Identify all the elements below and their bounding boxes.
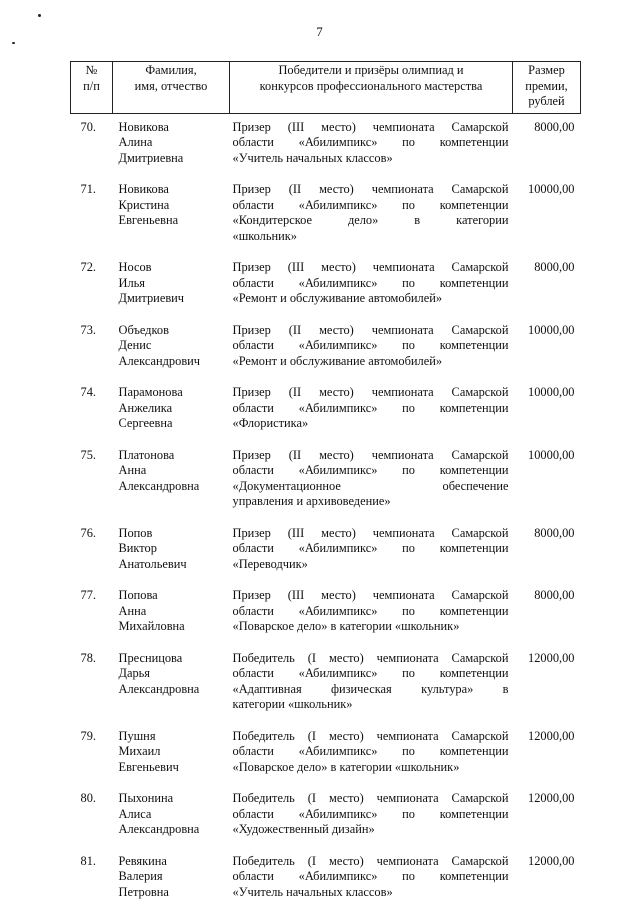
table-row	[71, 260, 581, 323]
description-line: «Учитель начальных классов»	[233, 151, 509, 167]
name-line: Пушня	[119, 729, 227, 745]
name-line: Пресницова	[119, 651, 227, 667]
description-line: категории «школьник»	[233, 697, 509, 713]
row-number: 72.	[71, 260, 113, 323]
page-number: 7	[0, 24, 639, 40]
prize-amount: 10000,00	[513, 182, 581, 260]
award-description	[230, 854, 513, 916]
description-line: Победитель (I место) чемпионата Самарской	[233, 729, 509, 745]
row-number: 76.	[71, 526, 113, 589]
prize-amount: 8000,00	[513, 526, 581, 589]
description-line: «Поварское дело» в категории «школьник»	[233, 619, 509, 635]
name-line: Новикова	[119, 120, 227, 136]
description-line: области «Абилимпикс» по компетенции	[233, 401, 509, 417]
prize-amount: 10000,00	[513, 323, 581, 386]
description-line: Призер (III место) чемпионата Самарской	[233, 526, 509, 542]
description-line: области «Абилимпикс» по компетенции	[233, 869, 509, 885]
description-line: «Кондитерское дело» в категории	[233, 213, 509, 229]
description-line: области «Абилимпикс» по компетенции	[233, 276, 509, 292]
name-line: Денис	[119, 338, 227, 354]
name-line: Анжелика	[119, 401, 227, 417]
row-number: 81.	[71, 854, 113, 916]
award-description	[230, 120, 513, 183]
description-line: области «Абилимпикс» по компетенции	[233, 666, 509, 682]
description-line: области «Абилимпикс» по компетенции	[233, 338, 509, 354]
name-line: Платонова	[119, 448, 227, 464]
table-row	[71, 385, 581, 448]
name-line: Евгеньевич	[119, 760, 227, 776]
prize-amount: 12000,00	[513, 791, 581, 854]
scan-mark	[12, 42, 15, 44]
row-number: 71.	[71, 182, 113, 260]
name-line: Анна	[119, 463, 227, 479]
description-line: Призер (III место) чемпионата Самарской	[233, 588, 509, 604]
table-row	[71, 120, 581, 183]
name-line: Александровна	[119, 479, 227, 495]
award-description	[230, 526, 513, 589]
description-line: «школьник»	[233, 229, 509, 245]
recipient-name	[113, 260, 230, 323]
row-number: 78.	[71, 651, 113, 729]
recipient-name	[113, 182, 230, 260]
description-line: Победитель (I место) чемпионата Самарской	[233, 854, 509, 870]
row-number: 77.	[71, 588, 113, 651]
award-description	[230, 651, 513, 729]
name-line: Александровна	[119, 822, 227, 838]
description-line: Победитель (I место) чемпионата Самарской	[233, 791, 509, 807]
name-line: Александрович	[119, 354, 227, 370]
name-line: Анатольевич	[119, 557, 227, 573]
description-line: управления и архивоведение»	[233, 494, 509, 510]
table-row	[71, 448, 581, 526]
award-description	[230, 588, 513, 651]
award-description	[230, 729, 513, 792]
header-prize: Размер премии, рублей	[513, 62, 581, 114]
award-description	[230, 260, 513, 323]
name-line: Сергеевна	[119, 416, 227, 432]
name-line: Валерия	[119, 869, 227, 885]
row-number: 80.	[71, 791, 113, 854]
description-line: Призер (II место) чемпионата Самарской	[233, 182, 509, 198]
name-line: Пыхонина	[119, 791, 227, 807]
description-line: области «Абилимпикс» по компетенции	[233, 463, 509, 479]
prize-amount: 8000,00	[513, 120, 581, 183]
name-line: Евгеньевна	[119, 213, 227, 229]
name-line: Новикова	[119, 182, 227, 198]
scan-mark	[38, 14, 41, 17]
prize-amount: 10000,00	[513, 448, 581, 526]
table-row	[71, 791, 581, 854]
description-line: «Документационное обеспечение	[233, 479, 509, 495]
table-row	[71, 588, 581, 651]
row-number: 79.	[71, 729, 113, 792]
name-line: Александровна	[119, 682, 227, 698]
table-row	[71, 729, 581, 792]
recipient-name	[113, 588, 230, 651]
recipient-name	[113, 120, 230, 183]
description-line: «Поварское дело» в категории «школьник»	[233, 760, 509, 776]
recipient-name	[113, 526, 230, 589]
prize-amount: 12000,00	[513, 729, 581, 792]
description-line: области «Абилимпикс» по компетенции	[233, 135, 509, 151]
description-line: Призер (II место) чемпионата Самарской	[233, 385, 509, 401]
row-number: 70.	[71, 120, 113, 183]
description-line: области «Абилимпикс» по компетенции	[233, 541, 509, 557]
table-row	[71, 323, 581, 386]
row-number: 73.	[71, 323, 113, 386]
description-line: Призер (III место) чемпионата Самарской	[233, 260, 509, 276]
recipient-name	[113, 791, 230, 854]
recipient-name	[113, 651, 230, 729]
row-number: 75.	[71, 448, 113, 526]
description-line: «Ремонт и обслуживание автомобилей»	[233, 291, 509, 307]
table-row	[71, 526, 581, 589]
description-line: области «Абилимпикс» по компетенции	[233, 807, 509, 823]
recipient-name	[113, 323, 230, 386]
description-line: области «Абилимпикс» по компетенции	[233, 744, 509, 760]
prize-amount: 8000,00	[513, 260, 581, 323]
name-line: Алиса	[119, 807, 227, 823]
name-line: Дарья	[119, 666, 227, 682]
table-row	[71, 651, 581, 729]
name-line: Парамонова	[119, 385, 227, 401]
name-line: Дмитриевич	[119, 291, 227, 307]
recipient-name	[113, 448, 230, 526]
recipient-name	[113, 854, 230, 916]
name-line: Попов	[119, 526, 227, 542]
header-num: № п/п	[71, 62, 113, 114]
name-line: Илья	[119, 276, 227, 292]
name-line: Дмитриевна	[119, 151, 227, 167]
award-description	[230, 182, 513, 260]
description-line: области «Абилимпикс» по компетенции	[233, 604, 509, 620]
name-line: Виктор	[119, 541, 227, 557]
name-line: Михайловна	[119, 619, 227, 635]
description-line: «Учитель начальных классов»	[233, 885, 509, 901]
description-line: Победитель (I место) чемпионата Самарской	[233, 651, 509, 667]
header-name: Фамилия, имя, отчество	[113, 62, 230, 114]
name-line: Попова	[119, 588, 227, 604]
name-line: Объедков	[119, 323, 227, 339]
prize-amount: 10000,00	[513, 385, 581, 448]
award-description	[230, 323, 513, 386]
award-description	[230, 448, 513, 526]
name-line: Кристина	[119, 198, 227, 214]
name-line: Анна	[119, 604, 227, 620]
name-line: Михаил	[119, 744, 227, 760]
prize-amount: 12000,00	[513, 651, 581, 729]
prize-amount: 8000,00	[513, 588, 581, 651]
header-description: Победители и призёры олимпиад и конкурсов профессионального мастерства	[230, 62, 513, 114]
name-line: Носов	[119, 260, 227, 276]
table-header	[71, 62, 581, 114]
award-description	[230, 385, 513, 448]
table-row	[71, 854, 581, 916]
description-line: Призер (III место) чемпионата Самарской	[233, 120, 509, 136]
description-line: «Адаптивная физическая культура» в	[233, 682, 509, 698]
row-number: 74.	[71, 385, 113, 448]
description-line: Призер (II место) чемпионата Самарской	[233, 323, 509, 339]
recipient-name	[113, 729, 230, 792]
description-line: «Ремонт и обслуживание автомобилей»	[233, 354, 509, 370]
table-row	[71, 182, 581, 260]
description-line: Призер (II место) чемпионата Самарской	[233, 448, 509, 464]
name-line: Петровна	[119, 885, 227, 901]
awards-table	[70, 61, 581, 916]
description-line: области «Абилимпикс» по компетенции	[233, 198, 509, 214]
award-description	[230, 791, 513, 854]
description-line: «Флористика»	[233, 416, 509, 432]
description-line: «Художественный дизайн»	[233, 822, 509, 838]
name-line: Ревякина	[119, 854, 227, 870]
name-line: Алина	[119, 135, 227, 151]
prize-amount: 12000,00	[513, 854, 581, 916]
recipient-name	[113, 385, 230, 448]
description-line: «Переводчик»	[233, 557, 509, 573]
table-body	[71, 113, 581, 916]
